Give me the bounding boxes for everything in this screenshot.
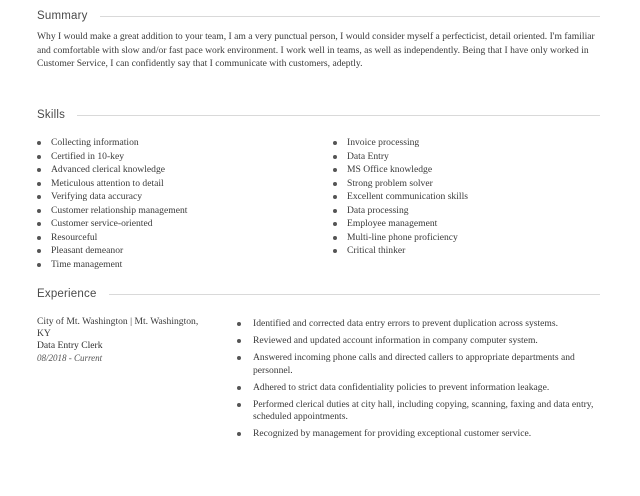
- skill-label: Pleasant demeanor: [51, 245, 124, 256]
- bullet-icon: [333, 195, 337, 199]
- summary-title: Summary: [37, 10, 88, 22]
- bullet-icon: [333, 222, 337, 226]
- bullet-icon: [37, 141, 41, 145]
- job-duties: [237, 318, 607, 446]
- bullet-icon: [333, 236, 337, 240]
- skill-item: [37, 258, 187, 272]
- skill-label: MS Office knowledge: [347, 164, 433, 175]
- bullet-icon: [37, 209, 41, 213]
- experience-header: [37, 286, 600, 302]
- bullet-icon: [237, 386, 241, 390]
- duty-item: [237, 428, 607, 440]
- bullet-icon: [237, 432, 241, 436]
- skills-columns: [37, 136, 600, 276]
- summary-section: [37, 8, 600, 71]
- experience-title: Experience: [37, 288, 97, 300]
- skills-list-left: [37, 136, 187, 271]
- skill-item: [37, 163, 187, 177]
- bullet-icon: [37, 182, 41, 186]
- duty-item: [237, 352, 607, 376]
- bullet-icon: [237, 339, 241, 343]
- skill-label: Advanced clerical knowledge: [51, 164, 166, 175]
- skill-label: Data processing: [347, 204, 409, 216]
- skill-label: Customer service-oriented: [51, 218, 153, 229]
- skill-item: [333, 204, 468, 218]
- skill-label: Employee management: [347, 218, 438, 229]
- skill-label: Resourceful: [51, 231, 98, 243]
- job-entry: [37, 316, 600, 496]
- skill-item: [37, 217, 187, 231]
- experience-section: [37, 286, 600, 496]
- skill-item: [333, 163, 468, 177]
- bullet-icon: [237, 322, 241, 326]
- skill-label: Excellent communication skills: [347, 191, 468, 202]
- duty-text: Performed clerical duties at city hall, including copying, scanning, faxing and data entry, scheduled appointments.: [253, 399, 594, 423]
- skill-label: Certified in 10-key: [51, 150, 124, 162]
- skill-item: [37, 244, 187, 258]
- employer-name: City of Mt. Washington | Mt. Washington, KY: [37, 316, 199, 339]
- bullet-icon: [37, 155, 41, 159]
- skill-item: [333, 150, 468, 164]
- bullet-icon: [333, 249, 337, 253]
- skills-divider: [77, 115, 600, 116]
- skill-label: Collecting information: [51, 137, 139, 148]
- bullet-icon: [237, 403, 241, 407]
- skill-label: Multi-line phone proficiency: [347, 231, 458, 243]
- skill-label: Strong problem solver: [347, 177, 433, 189]
- experience-divider: [109, 294, 600, 295]
- skill-label: Data Entry: [347, 150, 389, 162]
- skills-header: [37, 107, 600, 123]
- summary-header: [37, 8, 600, 24]
- skills-list-right: [333, 136, 468, 258]
- bullet-icon: [37, 236, 41, 240]
- bullet-icon: [37, 168, 41, 172]
- duty-text: Reviewed and updated account information in company computer system.: [253, 335, 538, 347]
- duty-item: [237, 318, 607, 330]
- job-meta: [37, 316, 212, 364]
- bullet-icon: [333, 141, 337, 145]
- duty-item: [237, 399, 607, 423]
- skill-item: [37, 190, 187, 204]
- summary-text: Why I would make a great addition to your team, I am a very punctual person, I would consider myself a perfecticist, detail oriented. I'm familiar and comfortable with slow and/or fast pace work environment. I work well in teams, as well as independently. Being that I have only worked in Customer Service, I can confidently say that I communicate with customers, adeptly.: [37, 31, 595, 69]
- job-title: Data Entry Clerk: [37, 340, 103, 351]
- skill-label: Invoice processing: [347, 137, 420, 148]
- skill-item: [333, 177, 468, 191]
- bullet-icon: [333, 168, 337, 172]
- skills-section: [37, 107, 600, 276]
- summary-divider: [100, 16, 600, 17]
- skill-item: [333, 231, 468, 245]
- bullet-icon: [237, 356, 241, 360]
- bullet-icon: [37, 195, 41, 199]
- bullet-icon: [37, 249, 41, 253]
- skill-item: [333, 244, 468, 258]
- bullet-icon: [37, 263, 41, 267]
- bullet-icon: [333, 182, 337, 186]
- skill-item: [333, 217, 468, 231]
- job-dates: 08/2018 - Current: [37, 353, 103, 363]
- skill-item: [37, 136, 187, 150]
- skill-item: [37, 231, 187, 245]
- duty-text: Answered incoming phone calls and directed callers to appropriate departments and personnel.: [253, 352, 575, 376]
- skill-item: [333, 136, 468, 150]
- skill-label: Customer relationship management: [51, 204, 188, 216]
- skill-item: [333, 190, 468, 204]
- duty-text: Identified and corrected data entry errors to prevent duplication across systems.: [253, 318, 559, 329]
- skill-item: [37, 150, 187, 164]
- bullet-icon: [333, 209, 337, 213]
- skill-label: Time management: [51, 258, 123, 270]
- skill-item: [37, 177, 187, 191]
- bullet-icon: [333, 155, 337, 159]
- duty-item: [237, 335, 607, 347]
- duty-text: Recognized by management for providing exceptional customer service.: [253, 428, 532, 440]
- skill-item: [37, 204, 187, 218]
- skill-label: Meticulous attention to detail: [51, 177, 164, 189]
- skill-label: Verifying data accuracy: [51, 191, 143, 202]
- duty-text: Adhered to strict data confidentiality policies to prevent information leakage.: [253, 381, 550, 393]
- skill-label: Critical thinker: [347, 245, 406, 256]
- skills-title: Skills: [37, 109, 66, 121]
- duty-item: [237, 382, 607, 394]
- bullet-icon: [37, 222, 41, 226]
